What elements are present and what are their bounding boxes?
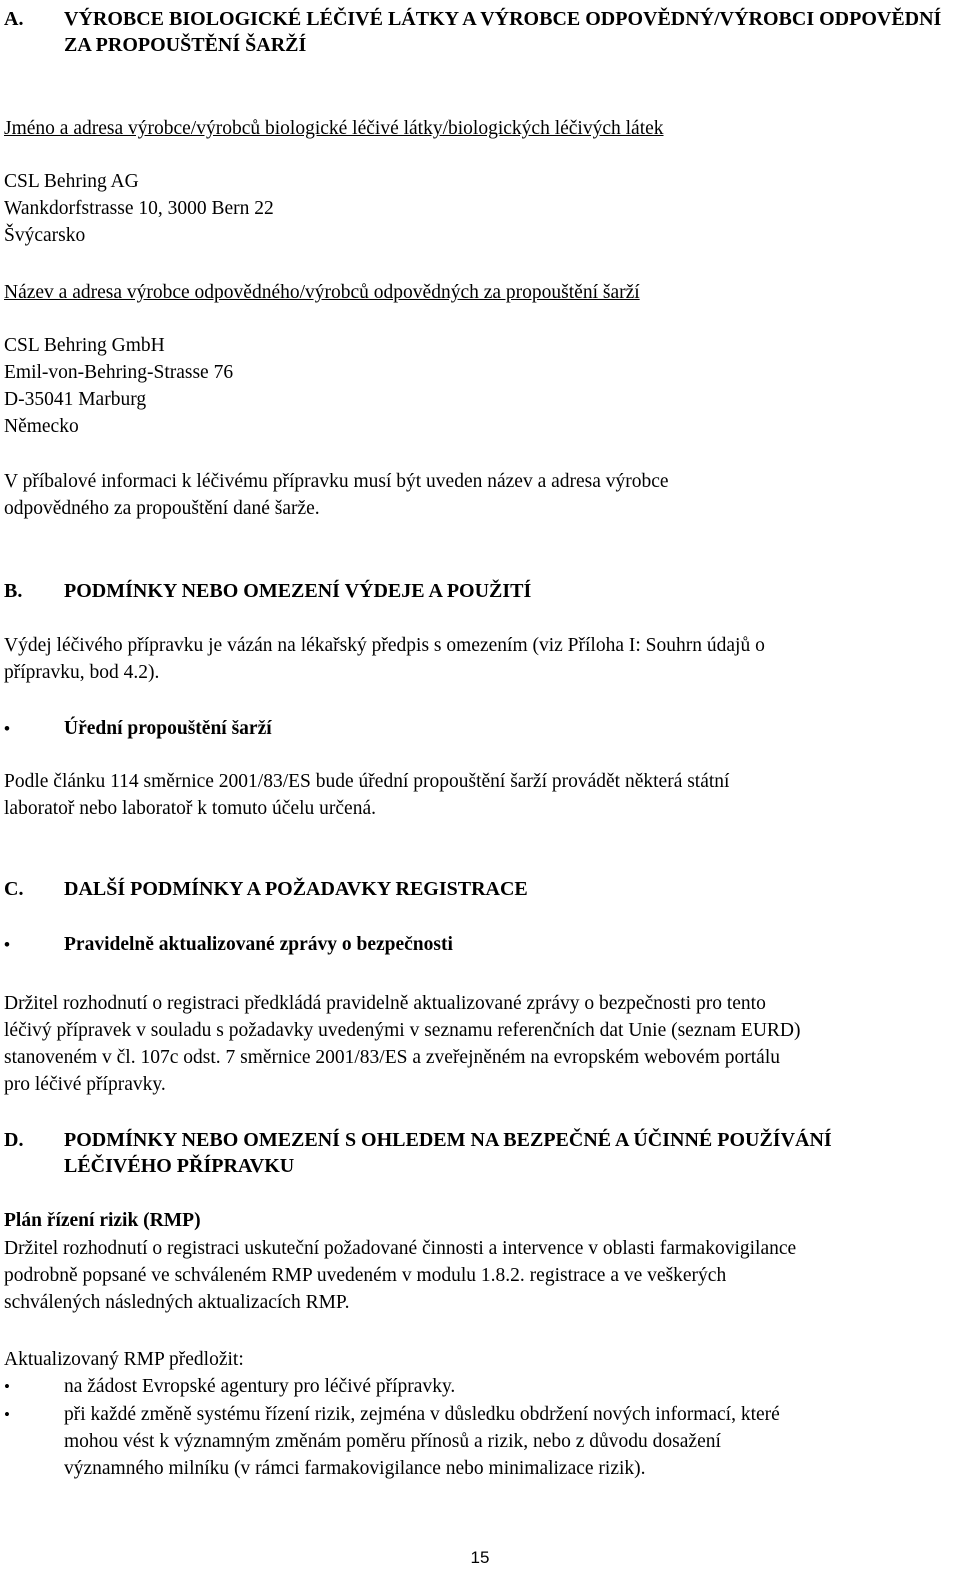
- text-line: Výdej léčivého přípravku je vázán na lékařský předpis s omezením (viz Příloha I: Souhrn údajů o: [4, 635, 765, 656]
- page-number: 15: [470, 1548, 490, 1567]
- text-line: přípravku, bod 4.2).: [4, 662, 160, 683]
- text-line: Držitel rozhodnutí o registraci uskuteční požadované činnosti a intervence v oblasti farmakovigilance: [4, 1238, 797, 1259]
- section-c-heading: [4, 876, 954, 902]
- text-line: V příbalové informaci k léčivému přípravku musí být uveden název a adresa výrobce: [4, 471, 669, 492]
- address-line: Německo: [4, 416, 79, 437]
- text-line: při každé změně systému řízení rizik, zejména v důsledku obdržení nových informací, které: [64, 1404, 780, 1425]
- text-line: podrobně popsané ve schváleném RMP uvedeném v modulu 1.8.2. registrace a ve veškerých: [4, 1265, 727, 1286]
- text-line: léčivý přípravek v souladu s požadavky uvedenými v seznamu referenčních dat Unie (seznam EURD): [4, 1020, 801, 1041]
- text-line: významného milníku (v rámci farmakovigilance nebo minimalizace rizik).: [64, 1458, 646, 1479]
- release-manufacturer-heading: Název a adresa výrobce odpovědného/výrobců odpovědných za propouštění šarží: [4, 282, 640, 303]
- bullet-text: na žádost Evropské agentury pro léčivé přípravky.: [64, 1376, 456, 1397]
- address-line: Švýcarsko: [4, 225, 86, 246]
- release-note: [4, 468, 954, 522]
- address-line: CSL Behring AG: [4, 171, 139, 192]
- text-line: schválených následných aktualizacích RMP.: [4, 1292, 350, 1313]
- section-d-title: [64, 1127, 954, 1179]
- official-batch-release-title: Úřední propouštění šarží: [64, 718, 272, 739]
- text-line: Podle článku 114 směrnice 2001/83/ES bude úřední propouštění šarží provádět některá státní: [4, 771, 730, 792]
- heading-line: PODMÍNKY NEBO OMEZENÍ S OHLEDEM NA BEZPEČNÉ A ÚČINNÉ POUŽÍVÁNÍ: [64, 1129, 832, 1151]
- section-c-title: DALŠÍ PODMÍNKY A POŽADAVKY REGISTRACE: [64, 878, 528, 900]
- section-b-heading: [4, 578, 954, 604]
- official-batch-release-bullet: [4, 715, 954, 742]
- address-line: D-35041 Marburg: [4, 389, 147, 410]
- bio-manufacturer-address: [4, 168, 954, 249]
- psur-title: Pravidelně aktualizované zprávy o bezpečnosti: [64, 934, 453, 955]
- psur-text: [4, 990, 954, 1098]
- text-line: odpovědného za propouštění dané šarže.: [4, 498, 320, 519]
- bullet-icon: •: [4, 719, 10, 738]
- rmp-text: [4, 1235, 954, 1316]
- official-batch-release-text: [4, 768, 954, 822]
- bullet-icon: •: [4, 935, 10, 954]
- section-d-letter: D.: [4, 1129, 24, 1151]
- rmp-title: Plán řízení rizik (RMP): [4, 1210, 201, 1231]
- section-c-letter: C.: [4, 878, 24, 900]
- rmp-update-bullet: [4, 1401, 954, 1482]
- text-line: laboratoř nebo laboratoř k tomuto účelu určená.: [4, 798, 376, 819]
- heading-line: LÉČIVÉHO PŘÍPRAVKU: [64, 1155, 295, 1177]
- bullet-text: [64, 1401, 954, 1482]
- text-line: stanoveném v čl. 107c odst. 7 směrnice 2001/83/ES a zveřejněném na evropském webovém portálu: [4, 1047, 780, 1068]
- section-a-heading: [4, 6, 954, 58]
- section-d-heading: [4, 1127, 954, 1179]
- text-line: pro léčivé přípravky.: [4, 1074, 166, 1095]
- section-b-title: PODMÍNKY NEBO OMEZENÍ VÝDEJE A POUŽITÍ: [64, 580, 532, 602]
- address-line: Wankdorfstrasse 10, 3000 Bern 22: [4, 198, 274, 219]
- bullet-icon: •: [4, 1377, 10, 1396]
- rmp-update-bullet: [4, 1373, 954, 1400]
- address-line: Emil-von-Behring-Strasse 76: [4, 362, 234, 383]
- dispensing-conditions: [4, 632, 954, 686]
- rmp-update-intro: Aktualizovaný RMP předložit:: [4, 1349, 244, 1370]
- section-a-letter: A.: [4, 8, 24, 30]
- section-a-title: VÝROBCE BIOLOGICKÉ LÉČIVÉ LÁTKY A VÝROBCE ODPOVĚDNÝ/VÝROBCI ODPOVĚDNÍ ZA PROPOUŠTĚNÍ ŠARŽÍ: [64, 8, 942, 56]
- text-line: mohou vést k významným změnám poměru přínosů a rizik, nebo z důvodu dosažení: [64, 1431, 721, 1452]
- bullet-icon: •: [4, 1405, 10, 1424]
- release-manufacturer-address: [4, 332, 954, 440]
- text-line: Držitel rozhodnutí o registraci předkládá pravidelně aktualizované zprávy o bezpečnosti pro tento: [4, 993, 766, 1014]
- section-b-letter: B.: [4, 580, 23, 602]
- bio-manufacturer-heading: Jméno a adresa výrobce/výrobců biologické léčivé látky/biologických léčivých látek: [4, 118, 664, 139]
- address-line: CSL Behring GmbH: [4, 335, 165, 356]
- psur-bullet: [4, 931, 954, 958]
